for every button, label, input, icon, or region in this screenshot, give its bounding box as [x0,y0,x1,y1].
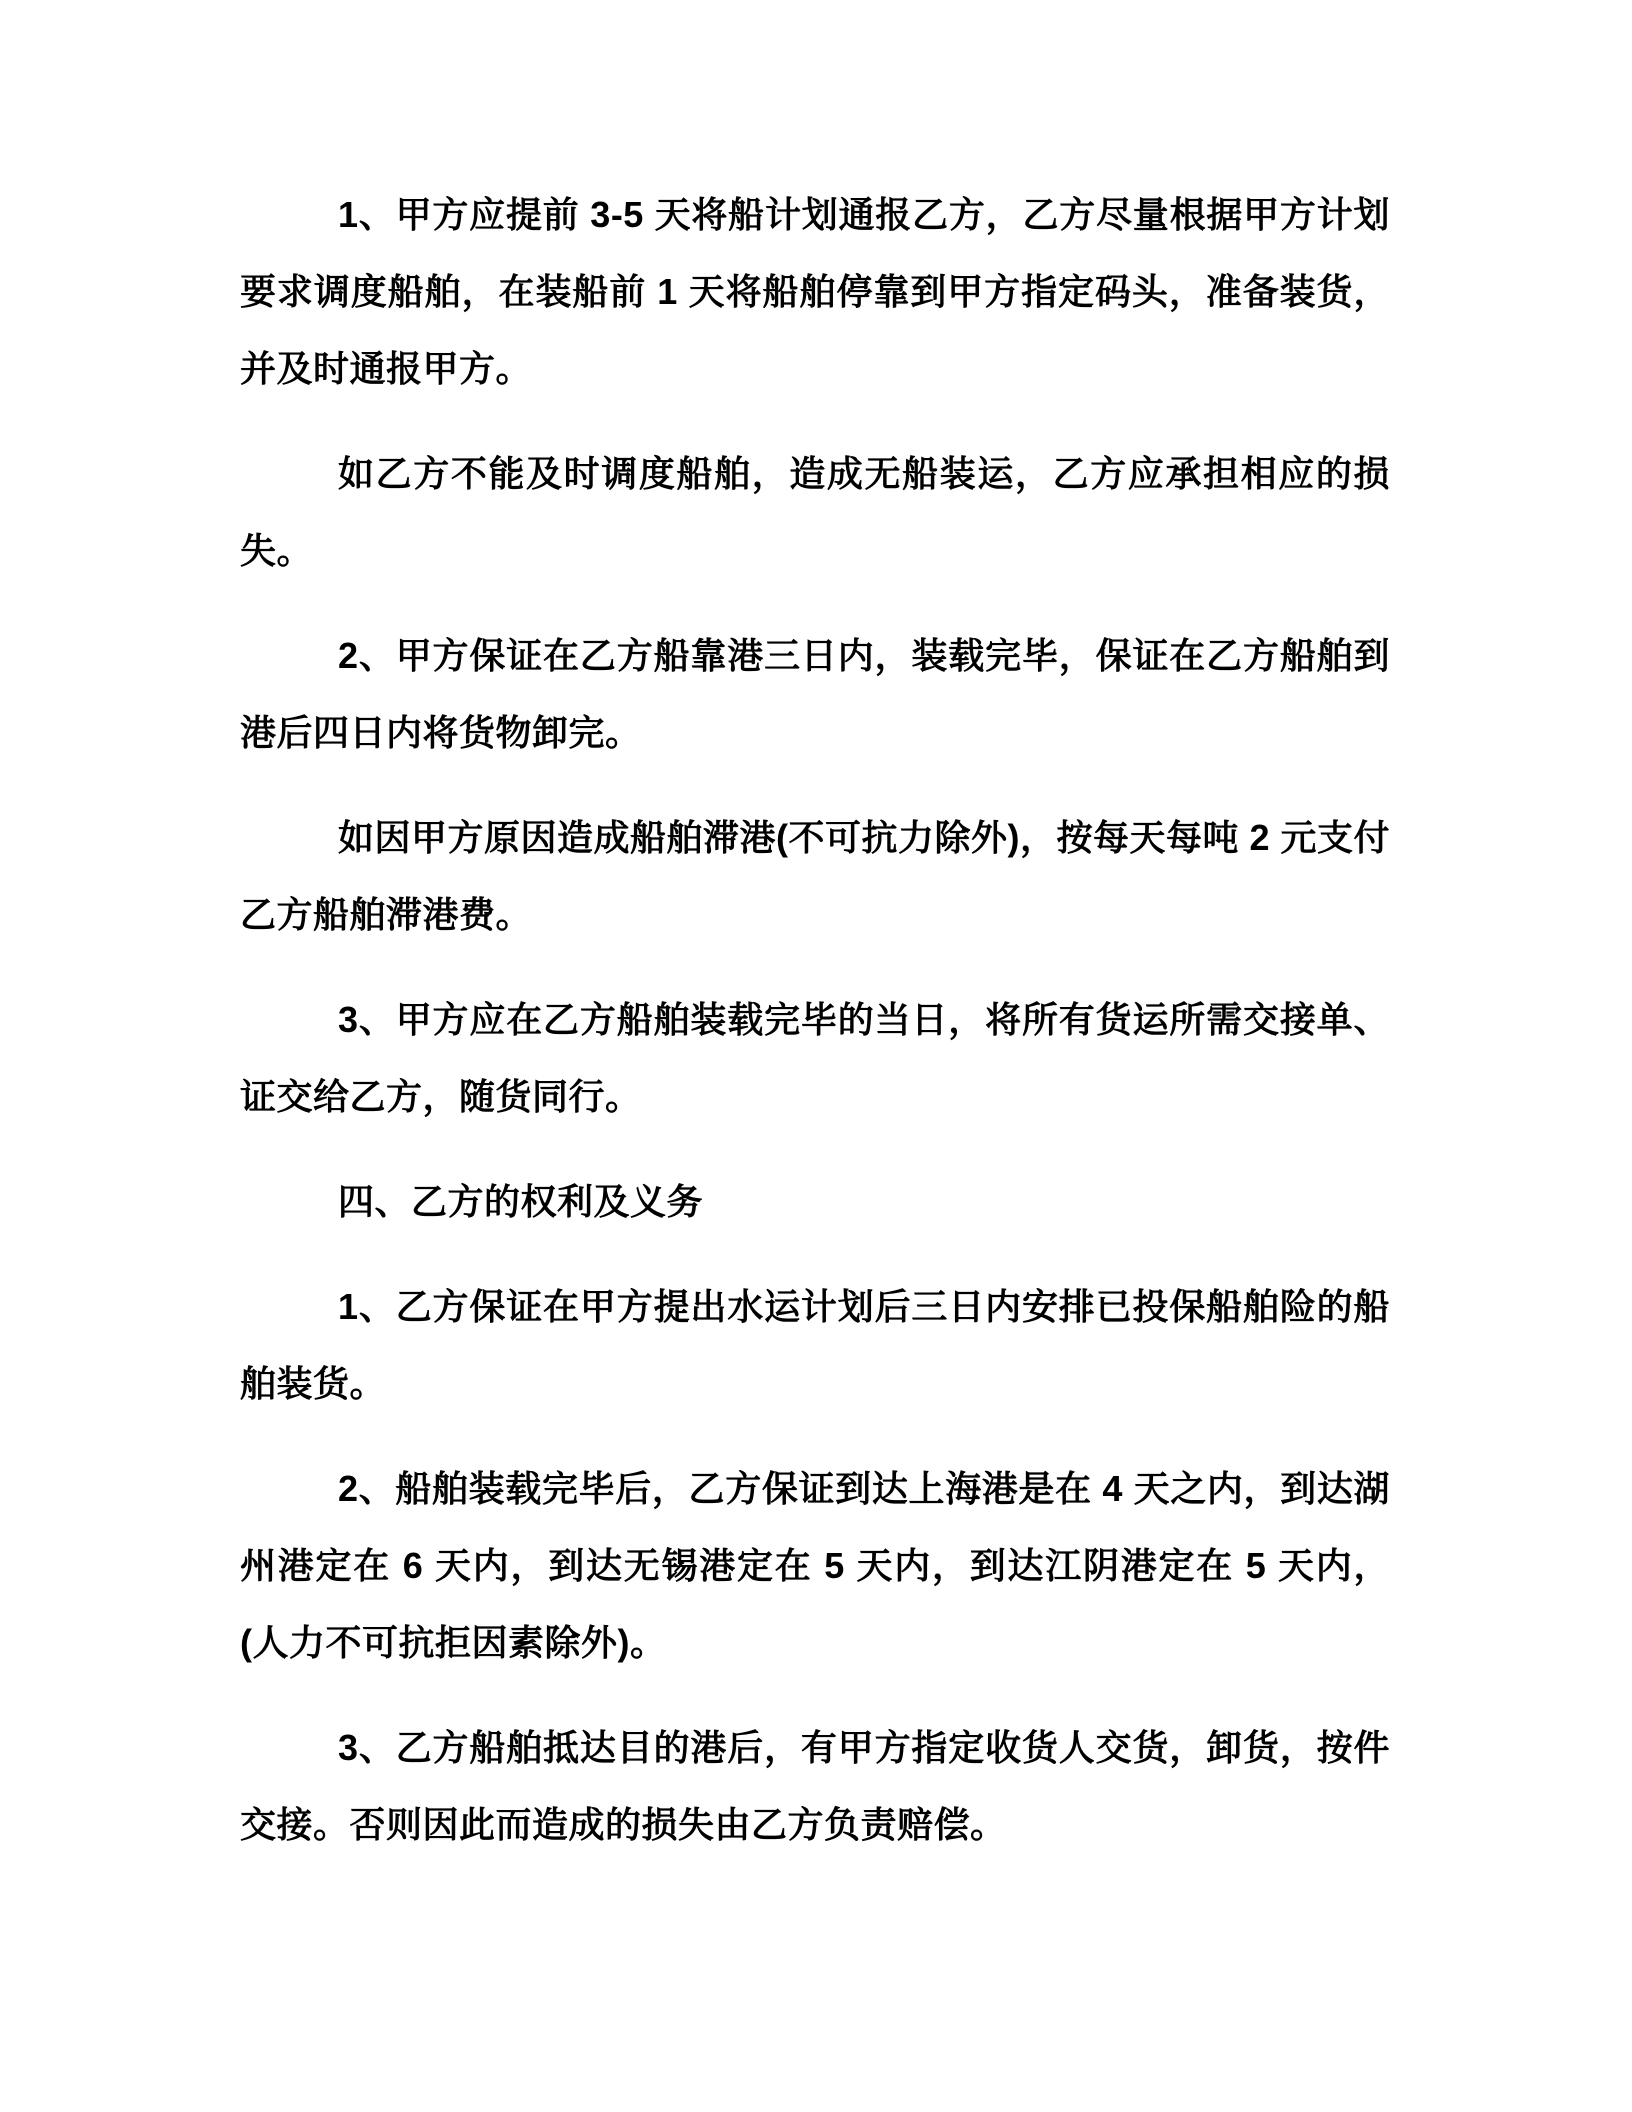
paragraph: 1、甲方应提前 3-5 天将船计划通报乙方，乙方尽量根据甲方计划要求调度船舶，在装船前 1 天将船舶停靠到甲方指定码头，准备装货，并及时通报甲方。 [240,194,1390,389]
paragraph: 如因甲方原因造成船舶滞港(不可抗力除外)，按每天每吨 2 元支付乙方船舶滞港费。 [240,817,1391,935]
paragraph: 2、甲方保证在乙方船靠港三日内，装载完毕，保证在乙方船舶到港后四日内将货物卸完。 [240,635,1390,753]
paragraph: 如乙方不能及时调度船舶，造成无船装运，乙方应承担相应的损失。 [240,453,1390,571]
paragraph: 3、甲方应在乙方船舶装载完毕的当日，将所有货运所需交接单、证交给乙方，随货同行。 [240,999,1390,1117]
document-body [240,176,1390,1891]
paragraph: 2、船舶装载完毕后，乙方保证到达上海港是在 4 天之内，到达湖州港定在 6 天内，到达无锡港定在 5 天内，到达江阴港定在 5 天内，(人力不可抗拒因素除外)。 [240,1468,1390,1663]
paragraph: 四、乙方的权利及义务 [338,1181,704,1222]
paragraph: 3、乙方船舶抵达目的港后，有甲方指定收货人交货，卸货，按件交接。否则因此而造成的损失由乙方负责赔偿。 [240,1727,1390,1845]
paragraph: 1、乙方保证在甲方提出水运计划后三日内安排已投保船舶险的船舶装货。 [240,1286,1390,1404]
